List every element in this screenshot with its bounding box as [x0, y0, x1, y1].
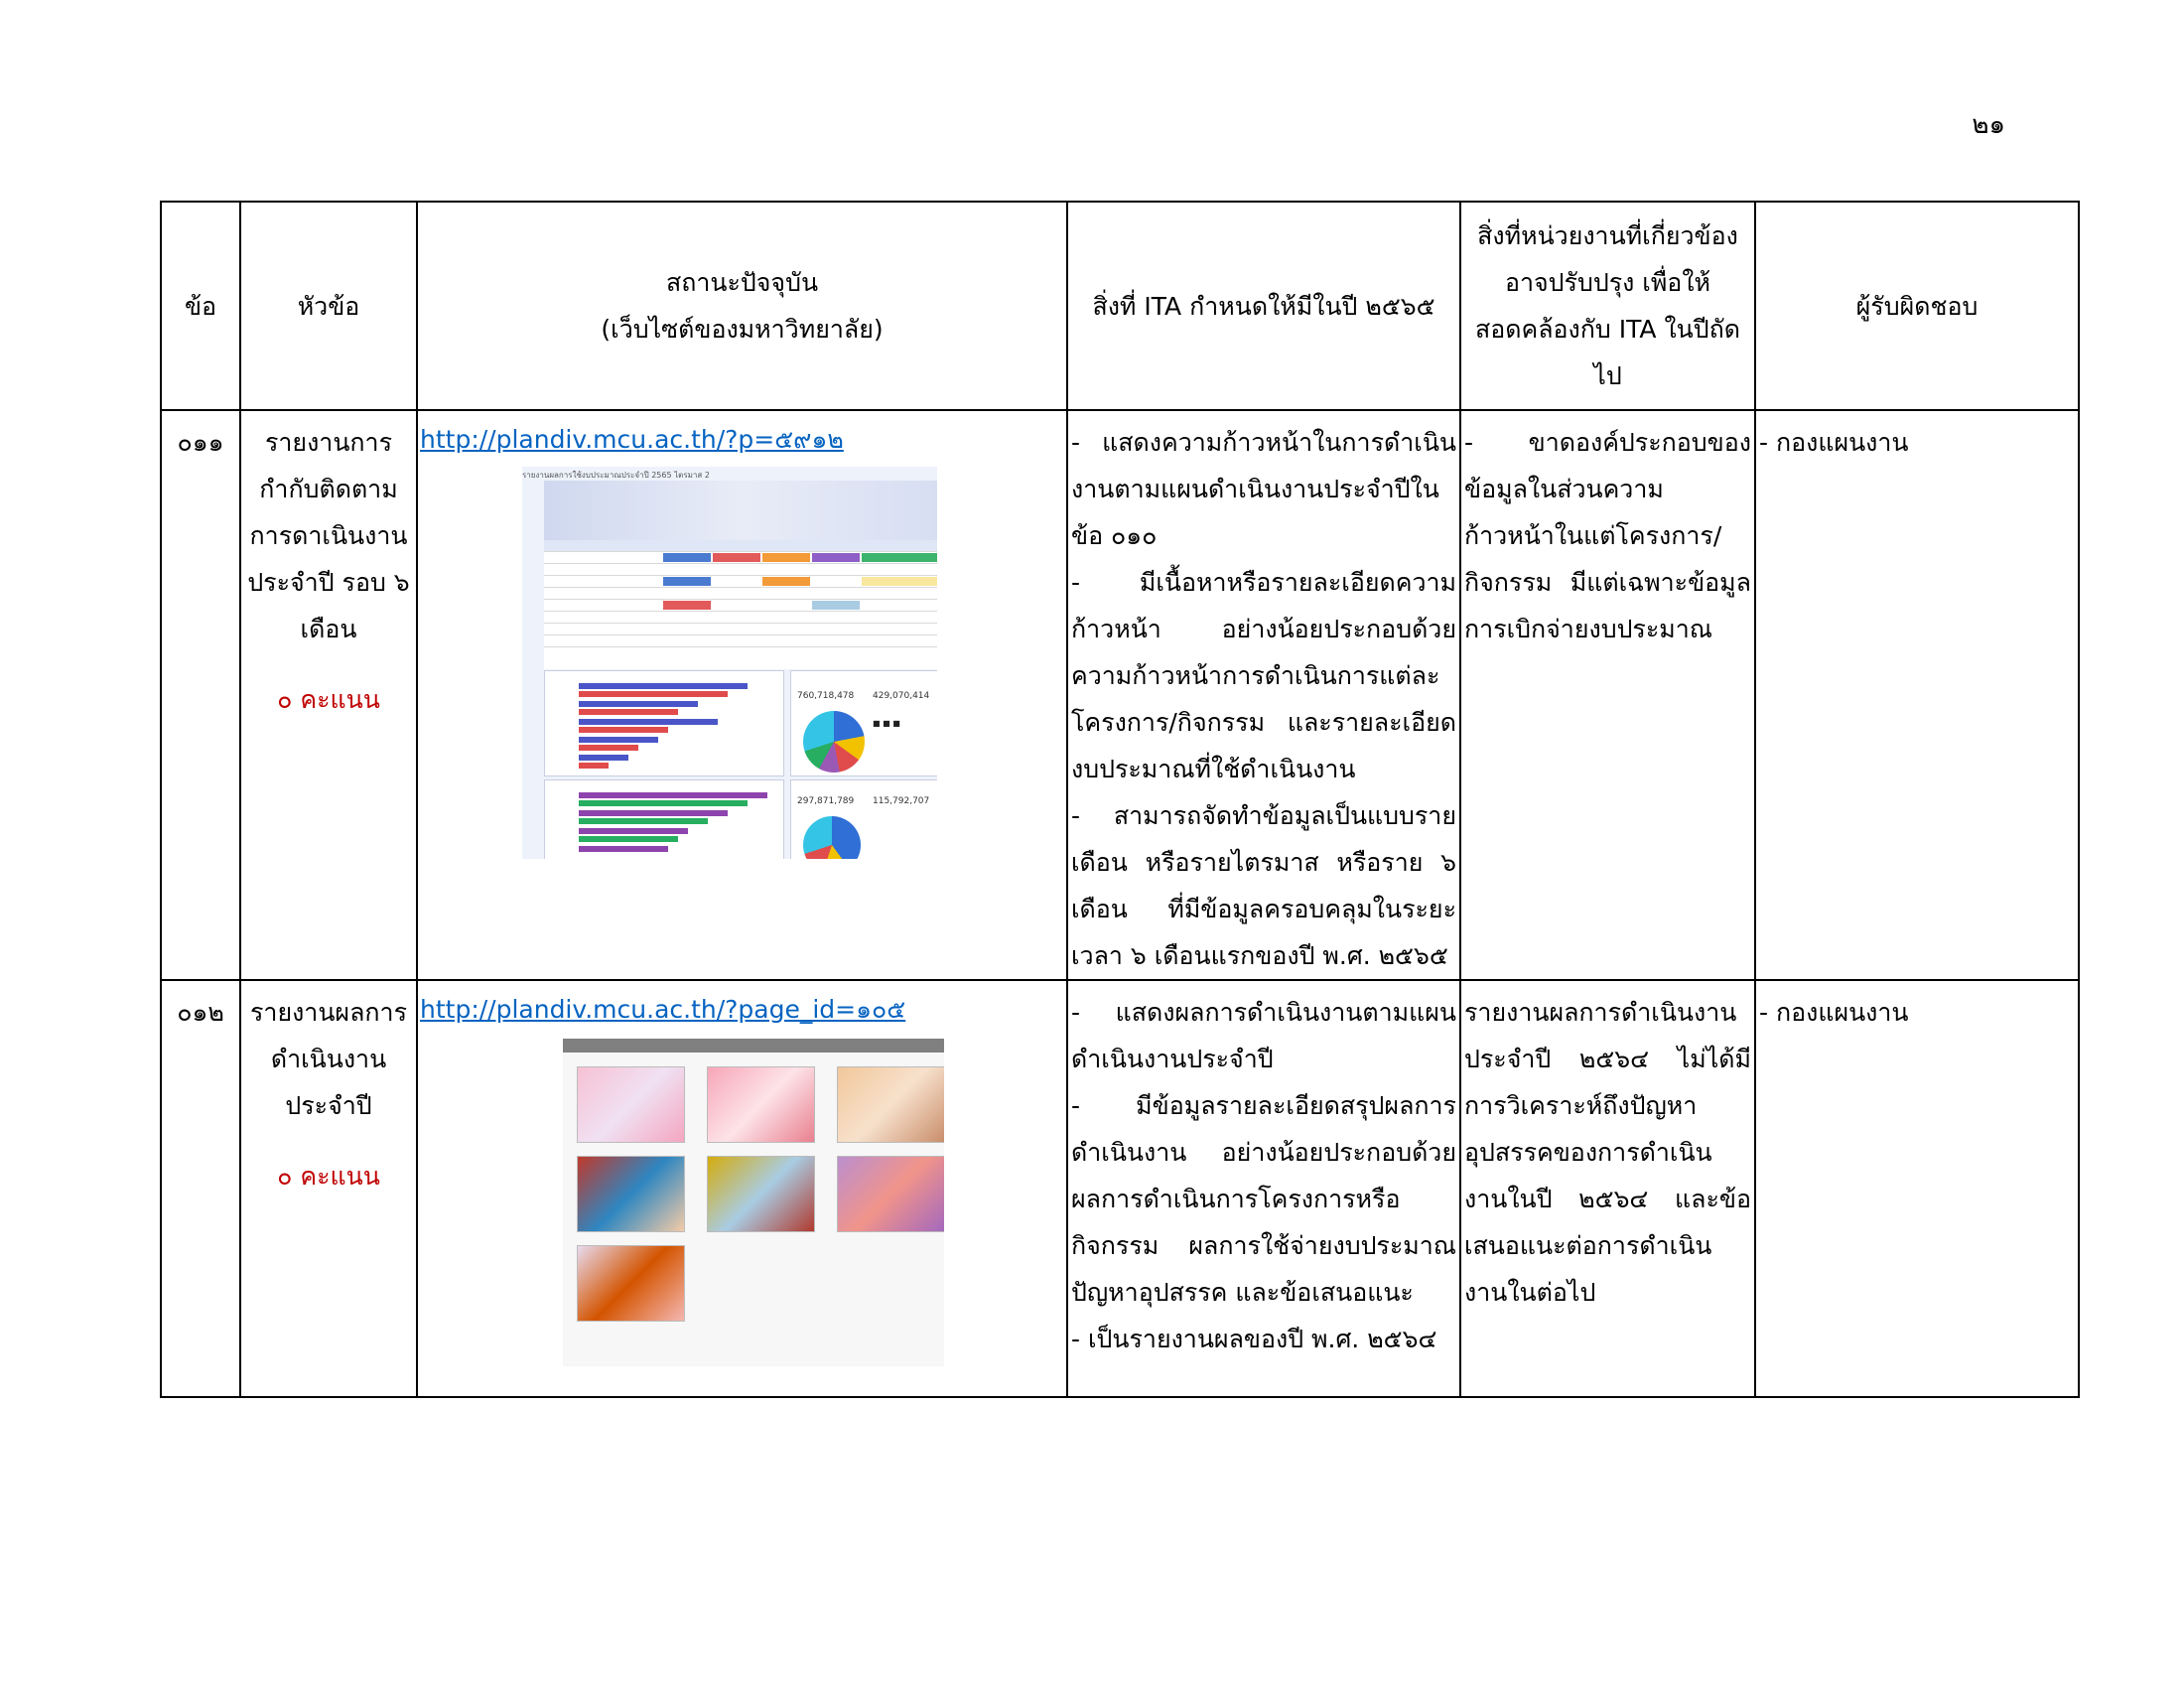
screenshot-figure-2: 429,070,414 — [873, 691, 930, 701]
screenshot-header-band — [544, 481, 937, 540]
table-row — [161, 410, 2079, 980]
page-number: ๒๑ — [1972, 110, 2005, 140]
report-cover-thumb — [577, 1066, 685, 1143]
row-status-cell — [417, 980, 1067, 1397]
table-header-row — [161, 202, 2079, 410]
row-improve: - ขาดองค์ประกอบของข้อมูลในส่วนความก้าวหน้าในแต่โครงการ/กิจกรรม มีแต่เฉพาะข้อมูลการเบิกจ่ายงบประมาณ — [1464, 428, 1751, 643]
header-ita: สิ่งที่ ITA กำหนดให้มีในปี ๒๕๖๕ — [1067, 202, 1460, 410]
row-ita-cell — [1067, 410, 1460, 980]
screenshot-title-bar — [563, 1039, 944, 1053]
row-improve: รายงานผลการดำเนินงานประจำปี ๒๕๖๔ ไม่ได้มีการวิเคราะห์ถึงปัญหา อุปสรรคของการดำเนินงานในปี ๒๕๖๔ และข้อเสนอแนะต่อการดำเนินงานในต่อไป — [1464, 998, 1751, 1307]
row-topic: รายงานการกำกับติดตามการดาเนินงานประจำปี รอบ ๖ เดือน — [247, 428, 410, 643]
row-score: ๐ คะแนน — [277, 1162, 380, 1191]
row-no-cell — [161, 980, 240, 1397]
screenshot-bar-panel-1 — [544, 670, 784, 776]
screenshot-bar-panel-2 — [544, 779, 784, 859]
screenshot-caption: รายงานผลการใช้งบประมาณประจำปี 2565 ไตรมาส 2 — [522, 471, 710, 480]
status-link[interactable]: http://plandiv.mcu.ac.th/?page_id=๑๐๕ — [420, 995, 906, 1024]
header-owner: ผู้รับผิดชอบ — [1755, 202, 2079, 410]
screenshot-figure-4: 115,792,707 — [873, 796, 930, 806]
screenshot-summary-panel-1: 760,718,478 429,070,414 ■ ■ ■ — [790, 670, 937, 776]
report-cover-thumb — [577, 1156, 685, 1232]
row-ita: - แสดงความก้าวหน้าในการดำเนินงานตามแผนดำเนินงานประจำปีในข้อ ๐๑๐ - มีเนื้อหาหรือรายละเอียดความก้าวหน้า อย่างน้อยประกอบด้วยความก้าวหน้าการดำเนินการแต่ละโครงการ/กิจกรรม และรายละเอียดงบประมาณที่ใช้ดำเนินงาน - สามารถจัดทำข้อมูลเป็นแบบรายเดือน หรือรายไตรมาส หรือราย ๖ เดือน ที่มีข้อมูลครอบคลุมในระยะเวลา ๖ เดือนแรกของปี พ.ศ. ๒๕๖๕ — [1071, 428, 1456, 970]
report-cover-thumb — [837, 1156, 944, 1232]
row-topic-cell — [240, 410, 417, 980]
status-link[interactable]: http://plandiv.mcu.ac.th/?p=๕๙๑๒ — [420, 425, 844, 454]
row-ita-cell — [1067, 980, 1460, 1397]
header-status-line1: สถานะปัจจุบัน — [665, 268, 819, 297]
header-status — [417, 202, 1067, 410]
row-no: ๐๑๑ — [177, 428, 224, 457]
header-improve — [1460, 202, 1755, 410]
screenshot-summary-panel-2 — [790, 779, 937, 859]
row-improve-cell — [1460, 410, 1755, 980]
row-owner: - กองแผนงาน — [1759, 428, 1909, 457]
row-owner-cell — [1755, 410, 2079, 980]
table-row — [161, 980, 2079, 1397]
row-no-cell — [161, 410, 240, 980]
header-topic: หัวข้อ — [240, 202, 417, 410]
screenshot-figure-1: 760,718,478 — [797, 691, 855, 701]
row-owner: - กองแผนงาน — [1759, 998, 1909, 1027]
website-screenshot-annual-reports — [563, 1039, 944, 1366]
screenshot-figure-3: 297,871,789 — [797, 796, 855, 806]
header-no: ข้อ — [161, 202, 240, 410]
row-ita: - แสดงผลการดำเนินงานตามแผนดำเนินงานประจำปี - มีข้อมูลรายละเอียดสรุปผลการดำเนินงาน อย่างน้อยประกอบด้วย ผลการดำเนินการโครงการหรือกิจกรรม ผลการใช้จ่ายงบประมาณ ปัญหาอุปสรรค และข้อเสนอแนะ - เป็นรายงานผลของปี พ.ศ. ๒๕๖๔ — [1071, 998, 1456, 1353]
report-cover-thumb — [577, 1245, 685, 1322]
ita-table — [160, 201, 2080, 1398]
website-screenshot-budget-report — [522, 467, 937, 859]
screenshot-pie-chart-2 — [803, 816, 861, 859]
row-improve-cell — [1460, 980, 1755, 1397]
row-topic: รายงานผลการดำเนินงานประจำปี — [249, 998, 408, 1120]
report-cover-thumb — [837, 1066, 944, 1143]
row-owner-cell — [1755, 980, 2079, 1397]
header-status-line2: (เว็บไซต์ของมหาวิทยาลัย) — [601, 315, 884, 344]
screenshot-pie-chart-1 — [803, 711, 865, 773]
row-score: ๐ คะแนน — [277, 685, 380, 714]
row-topic-cell — [240, 980, 417, 1397]
header-improve-text: สิ่งที่หน่วยงานที่เกี่ยวข้องอาจปรับปรุง เพื่อให้สอดคล้องกับ ITA ในปีถัดไป — [1474, 221, 1741, 390]
report-cover-thumb — [707, 1066, 815, 1143]
report-cover-thumb — [707, 1156, 815, 1232]
row-no: ๐๑๒ — [177, 998, 224, 1027]
screenshot-table — [544, 540, 937, 669]
row-status-cell — [417, 410, 1067, 980]
